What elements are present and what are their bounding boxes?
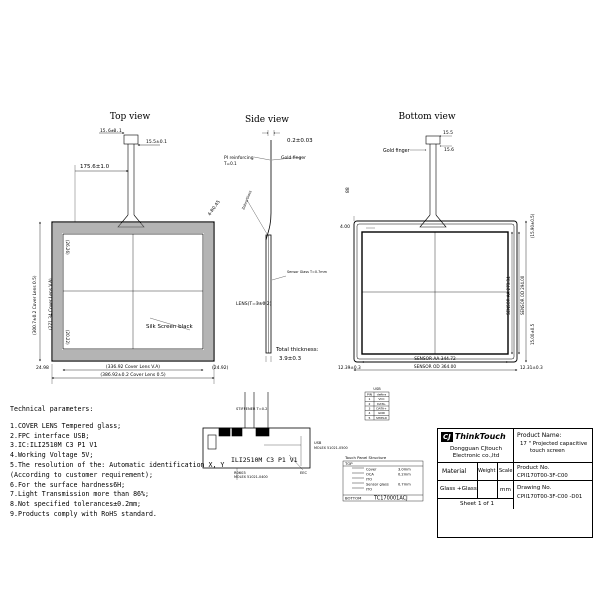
top-height-small: (26.26) [65, 240, 70, 255]
bottom-sensor-aa-width: SENSOR AA 344.72 [414, 357, 456, 362]
weight-value-cell [478, 481, 498, 499]
bottom-height-sensor-aa: SENSOR AA 273.34 [506, 276, 511, 315]
technical-item: 1.COVER LENS Tempered glass; [10, 421, 122, 430]
technical-item: 6.For the surface hardness6H; [10, 480, 126, 489]
technical-item: 3.IC:ILI2510M C3 P1 V1 [10, 441, 98, 450]
top-corner-radius: 4-R0.45 [207, 199, 222, 218]
bottom-height-left: 88 [346, 187, 351, 193]
weight-header [478, 463, 498, 481]
top-view-title: Top view [109, 112, 151, 122]
sheet-cell [438, 499, 514, 509]
logo-mark: CJ [443, 433, 451, 441]
total-thickness-value: 3.9±0.3 [279, 356, 302, 362]
top-view [40, 133, 214, 384]
top-fpc-width-b: 15.5±0.1 [146, 140, 167, 145]
fpc-ic-label: ILI2510M C3 P1 V1 [231, 456, 298, 464]
unit-value: mm [500, 487, 511, 493]
bottom-height-right-small: 15.00±0.5 [530, 323, 535, 345]
product-name-line-2: touch screen [530, 448, 565, 454]
pin-header-pin: PIN [367, 392, 372, 397]
fpc-stiffener-label: STIFFENER T=0.2 [236, 407, 268, 411]
pin-number: 5 [368, 415, 371, 420]
side-view-title: Side view [245, 115, 289, 125]
top-height-bottom: (20.22) [65, 330, 70, 345]
structure-bottom: BOTTOM [345, 495, 362, 501]
top-height-cover: (300.7±0.2 Cover Lens 0.5) [33, 275, 38, 335]
pin-define: VCC [378, 397, 385, 402]
side-view [247, 130, 302, 362]
pin-number: 1 [368, 397, 371, 402]
technical-item: 8.Not specified tolerances±0.2mm; [10, 500, 142, 509]
product-no-label: Product No. [517, 465, 550, 471]
total-thickness-label: Total thickness: [276, 347, 319, 353]
pin-define: DATA- [377, 401, 386, 406]
drawing-no: CPII170T00-3F-C00 -D01 [517, 494, 583, 500]
bottom-gold-finger: Gold finger [383, 149, 410, 154]
layer-name: ITO [366, 477, 373, 482]
bottom-height-outer: (15.90±0.5) [530, 213, 535, 238]
layer-name: ITO [366, 487, 373, 492]
structure-layers [366, 468, 411, 492]
fpc-usb-connector: MOLEX 51021-0500 [314, 446, 348, 450]
pin-number: 3 [368, 406, 371, 411]
top-width-cover: (386.92±0.2 Cover Lens 0.5) [100, 373, 166, 378]
technical-item: 2.FPC interface USB; [10, 431, 90, 440]
layer-name: OCA [366, 472, 374, 477]
product-no: CPII170T00-3F-C00 [517, 473, 568, 479]
product-name-line-1: 17 " Projected capacitive [520, 441, 588, 447]
top-bottom-left-dim: 24.98 [36, 366, 49, 371]
pin-number: 2 [368, 401, 371, 406]
company-line-1: Dongguan CJtouch [449, 446, 502, 452]
technical-item: 4.Working Voltage 5V; [10, 451, 94, 460]
technical-item: 9.Products comply with RoHS standard. [10, 509, 157, 518]
structure-code: TC170001ACJ [374, 495, 408, 502]
top-fpc-length: 175.6±1.0 [80, 164, 110, 170]
material-header [438, 463, 478, 481]
pin-define: GND [378, 411, 385, 416]
product-name-label: Product Name: [517, 432, 562, 439]
side-gold-finger-label: Gold finger [281, 156, 306, 161]
bottom-view [354, 136, 526, 370]
layer-name: Sensor glass [366, 482, 389, 487]
top-fpc-width-a: 15.6±0.1 [100, 129, 122, 134]
technical-item: 5.The resolution of the: Automatic identification X, Y [10, 460, 225, 469]
drawing-no-cell [514, 481, 592, 509]
company-line-2: Electronic co.,ltd [452, 453, 500, 459]
material-label: Material [442, 468, 467, 475]
lens-label: LENS(T=3±0.2) [236, 302, 272, 307]
scale-label: Scale [499, 468, 513, 474]
bottom-height-sensor-od: SENSOR OD 294.00 [520, 275, 525, 315]
pin-rows [369, 397, 388, 420]
silk-screen-label: Silk Screen black [146, 324, 193, 330]
fpc-usb-label: USB [314, 441, 322, 445]
top-height-va: (271.34 Cover Lens V.A) [49, 278, 54, 330]
side-top-dim: 0.2±0.03 [287, 138, 313, 144]
fpc-connector-pn: MOLEX 51021-0400 [234, 475, 268, 479]
bottom-offset-top: 4.00 [340, 225, 351, 230]
bottom-fpc-a: 15.5 [443, 131, 454, 136]
bottom-fpc-b: 15.6 [444, 148, 455, 153]
layer-thickness: 3.0mm [398, 467, 411, 472]
scale-header [498, 463, 514, 481]
layer-thickness: 0.2mm [398, 472, 411, 477]
pin-table-title: USB [373, 387, 381, 391]
material-value: Glass +Glass [440, 486, 477, 492]
technical-item: 7.Light Transmission more than 86%; [10, 490, 149, 499]
technical-item: (According to customer requirement); [10, 470, 153, 479]
side-callout-2: Sensor Glass T=0.7mm [287, 270, 327, 274]
fpc-cap-label: EEC [300, 471, 308, 475]
pi-thickness-label: T=0.1 [224, 161, 237, 166]
side-callout-1: Zebra/Glass [241, 189, 253, 211]
technical-title: Technical parameters: [10, 405, 94, 413]
title-block [437, 428, 593, 538]
drawing-no-label: Drawing No. [517, 485, 552, 491]
pin-define: DATA+ [376, 406, 387, 411]
bottom-view-title: Bottom view [398, 112, 456, 122]
sheet-count: Sheet 1 of 1 [460, 501, 495, 507]
top-width-va: (336.92 Cover Lens V.A) [105, 365, 161, 370]
company-logo [441, 432, 506, 442]
pin-header-define: define [376, 392, 387, 397]
top-bottom-right-dim: (24.92) [212, 366, 229, 371]
material-value-cell [438, 481, 478, 499]
technical-parameters [10, 405, 260, 520]
bottom-margin-right: 12.31±0.3 [520, 366, 543, 371]
layer-thickness: 0.7mm [398, 482, 411, 487]
pi-reinforcing-label: PI reinforcing [224, 156, 254, 161]
fpc-resistor: R0603 [234, 471, 246, 475]
bottom-cover-outline [354, 221, 517, 362]
logo-text: ThinkTouch [454, 432, 506, 441]
product-name-cell [514, 429, 592, 463]
unit-cell [498, 481, 514, 499]
pin-number: 4 [368, 411, 371, 416]
layer-name: Cover [366, 467, 377, 472]
logo-cell [438, 429, 514, 463]
structure-title: Touch Panel Structure [345, 455, 387, 460]
weight-label: Weight [478, 468, 496, 474]
structure-top: TOP [345, 461, 353, 466]
pin-define: SHIELD [376, 415, 387, 420]
bottom-sensor-od-width: SENSOR OD 364.00 [413, 365, 457, 370]
bottom-margin-left: 12.39±0.3 [338, 366, 361, 371]
product-no-cell [514, 463, 592, 481]
